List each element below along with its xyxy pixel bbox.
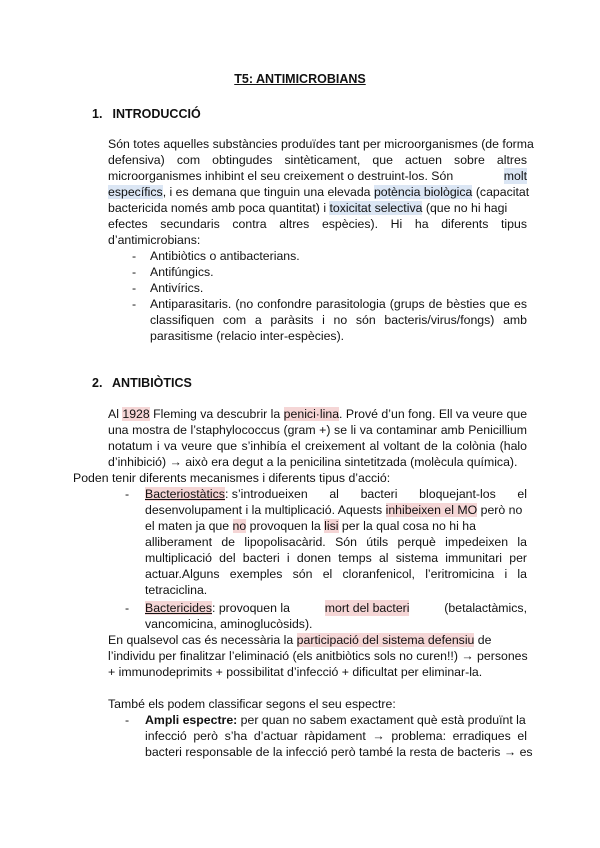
- text-span: : provoquen la: [211, 601, 290, 615]
- text-line: actuar.Alguns exemples són el cloranfenicol, l’eritromicina i la: [145, 567, 527, 581]
- list-item: Antibiòtics o antibacterians.: [150, 249, 300, 263]
- text-line: d’inhibició) → això era degut a la penicilina sintetitzada (molècula química).: [108, 455, 518, 469]
- mechanisms-intro: Poden tenir diferents mecanismes i diferents tipus d’acció:: [73, 471, 391, 485]
- text-span: (betalactàmics,: [444, 601, 527, 615]
- term-bactericides: Bactericides: [145, 601, 212, 615]
- list-item-bacteriostatics: Bacteriostàtics: s’introdueixen al bacteri bloquejant-los el: [145, 487, 527, 501]
- text-span: (capacitat: [472, 185, 530, 199]
- list-dash: -: [125, 487, 130, 501]
- list-item-continuation: parasitisme (relacio inter-espècies).: [150, 329, 345, 343]
- term-broad-spectrum: Ampli espectre:: [145, 713, 238, 727]
- highlight-no: no: [232, 519, 247, 533]
- text-span: bactericida només amb poca quantitat) i: [108, 201, 327, 215]
- text-line: vancomicina, aminoglucòsids).: [145, 617, 313, 631]
- section-1-number: 1.: [92, 107, 103, 121]
- spectrum-intro: També els podem classificar segons el seu espectre:: [108, 697, 396, 711]
- highlight-toxicitat: toxicitat selectiva: [329, 201, 423, 215]
- section-2-heading: [92, 376, 192, 390]
- highlight-inhibeixen: inhibeixen el MO: [385, 503, 478, 517]
- term-bacteriostatics: Bacteriostàtics: [145, 487, 225, 501]
- list-dash: -: [132, 265, 137, 279]
- list-dash: -: [132, 281, 137, 295]
- text-span: desenvolupament i la multiplicació. Aquests: [145, 503, 386, 517]
- text-span: provoquen la: [246, 519, 325, 533]
- text-line: [108, 168, 527, 184]
- section-2-title: ANTIBIÒTICS: [112, 376, 192, 390]
- highlight-year: 1928: [122, 407, 150, 421]
- text-line: alliberament de lipopolisacàrid. Són útils perquè impedeixen la: [145, 535, 527, 549]
- text-line: Són totes aquelles substàncies produïdes tant per microorganismes (de forma: [108, 137, 534, 151]
- text-span: Al: [108, 407, 123, 421]
- text-span: per la qual cosa no hi ha: [338, 519, 476, 533]
- text-line: infecció però s’ha d’actuar ràpidament → problema: erradiques el: [145, 729, 527, 743]
- list-dash: -: [125, 601, 130, 615]
- text-line: defensiva) com obtingudes sintèticament, que actuen sobre altres: [108, 153, 527, 167]
- list-item-continuation: classifiquen com a paràsits i no són bacteris/virus/fongs) amb: [150, 313, 527, 327]
- text-span: per quan no sabem exactament què està produïnt la: [237, 713, 526, 727]
- list-item-broad-spectrum: [145, 712, 527, 728]
- text-line: l’individu per finalitzar l’eliminació (els anitbiòtics sols no curen!!) → persones: [108, 649, 528, 663]
- list-item: Antivírics.: [150, 281, 204, 295]
- text-span: . Prové d’un fong. Ell va veure que: [339, 407, 528, 421]
- text-line: bacteri responsable de la infecció però també la resta de bacteris → es: [145, 745, 533, 759]
- text-span: En qualsevol cas és necessària la: [108, 633, 297, 647]
- text-line: [108, 184, 530, 200]
- list-dash: -: [125, 713, 130, 727]
- highlight-potencia: potència biològica: [373, 185, 473, 199]
- list-dash: -: [132, 297, 137, 311]
- text-line: [108, 200, 527, 216]
- text-span: de: [474, 633, 492, 647]
- section-2-number: 2.: [92, 376, 103, 390]
- text-line: notatum i va veure que s’inhibía el creixement al voltant de la colònia (halo: [108, 439, 527, 453]
- text-line: una mostra de l’staphylococcus (gram +) se li va contaminar amb Penicillium: [108, 423, 527, 437]
- highlight-mort: mort del bacteri: [324, 601, 410, 615]
- text-span: però no: [477, 503, 523, 517]
- text-line: [108, 632, 527, 648]
- highlight-penicillin: penici·lina: [283, 407, 340, 421]
- highlight-defense: participació del sistema defensiu: [296, 633, 475, 647]
- section-1-heading: [92, 107, 201, 121]
- text-span: Fleming va descubrir la: [149, 407, 284, 421]
- text-line: tetraciclina.: [145, 583, 208, 597]
- text-line: [145, 518, 527, 534]
- text-line: [108, 406, 527, 422]
- list-item: Antiparasitaris. (no confondre parasitologia (grups de bèsties que es: [150, 297, 527, 311]
- section-1-title: INTRODUCCIÓ: [112, 107, 201, 121]
- highlight-lisi: lisi: [324, 519, 339, 533]
- text-line: efectes secundaris contra altres espècies). Hi ha diferents tipus: [108, 217, 527, 231]
- document-title: T5: ANTIMICROBIANS: [234, 72, 366, 86]
- text-span: microorganismes inhibint el seu creixement o destruint-los. Són: [108, 169, 454, 183]
- highlight-especifics: específics: [108, 185, 163, 199]
- list-dash: -: [132, 249, 137, 263]
- text-line: + immunodeprimits + possibilitat d’infecció + dificultat per eliminar-la.: [108, 665, 483, 679]
- text-span: el maten ja que: [145, 519, 233, 533]
- text-line: multiplicació del bacteri i donen temps al sistema immunitari per: [145, 551, 527, 565]
- text-line: d’antimicrobians:: [108, 233, 201, 247]
- highlight-molt: molt: [503, 169, 527, 183]
- text-span: (que no hi hagi: [422, 201, 508, 215]
- text-line: [145, 502, 527, 518]
- list-item: Antifúngics.: [150, 265, 214, 279]
- text-span: , i es demana que tinguin una elevada: [162, 185, 371, 199]
- list-item-bactericides: [145, 600, 527, 616]
